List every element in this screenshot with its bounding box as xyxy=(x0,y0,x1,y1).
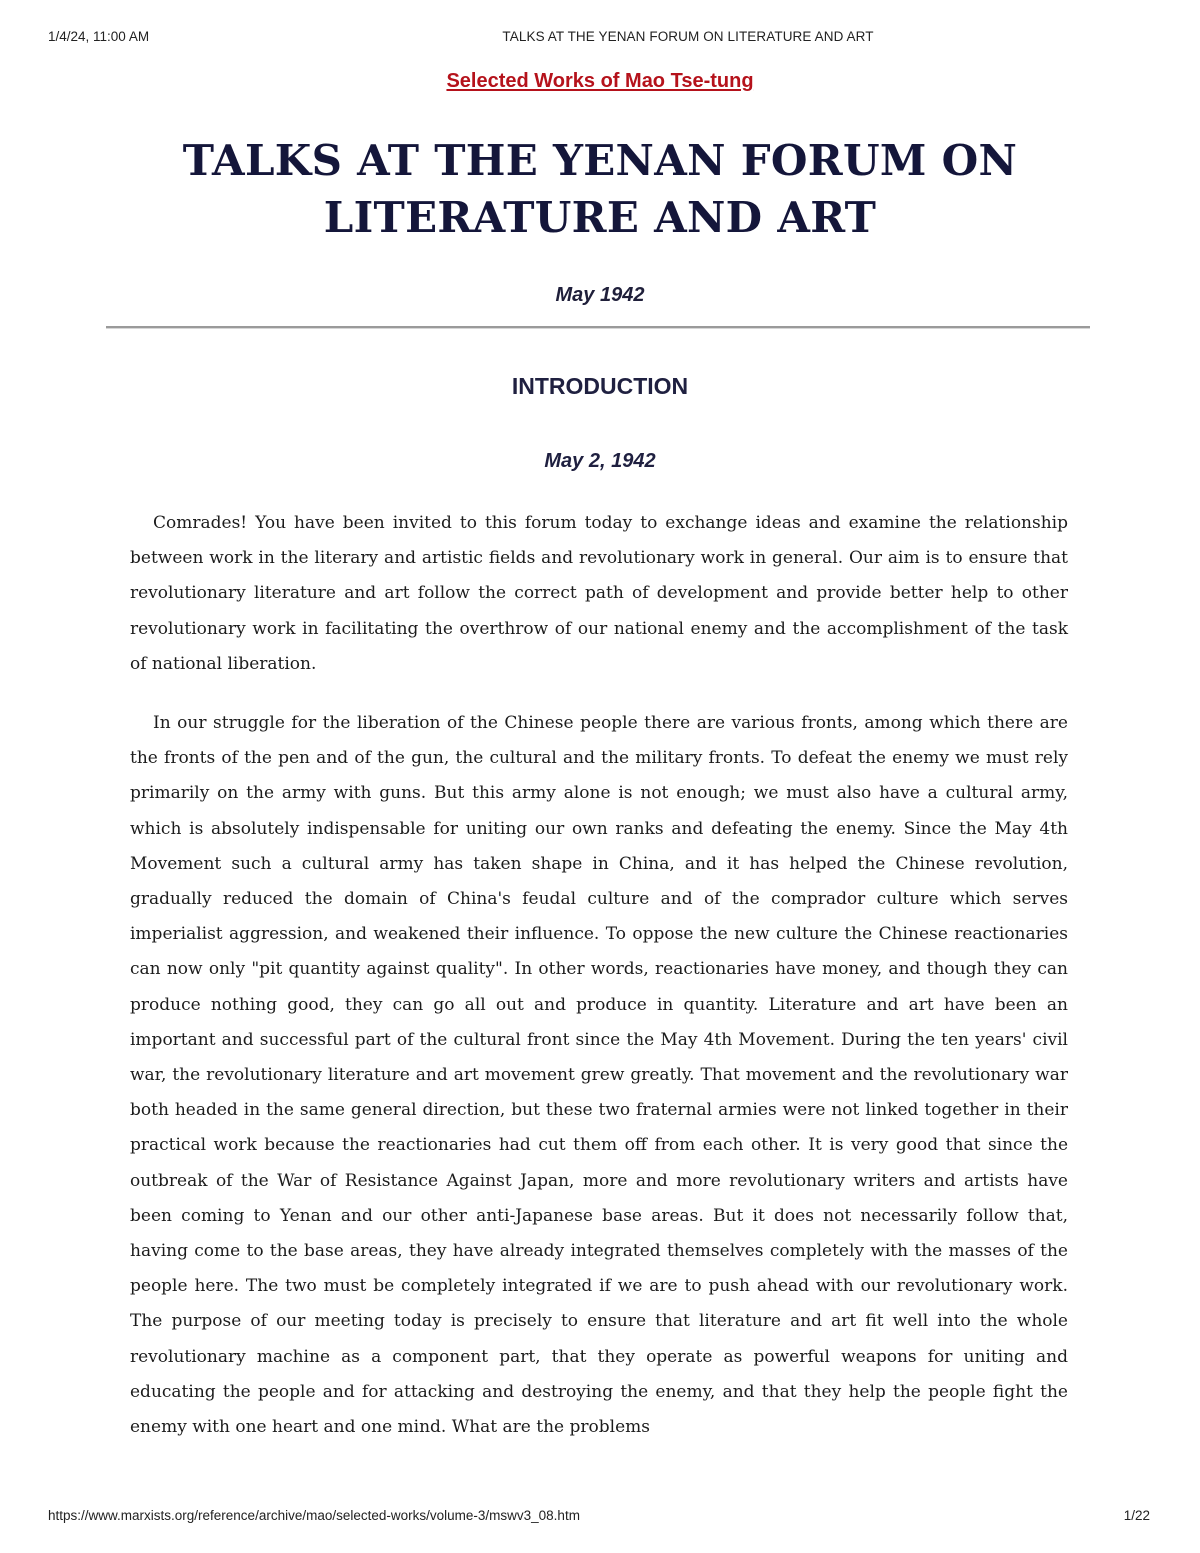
selected-works-link[interactable]: Selected Works of Mao Tse-tung xyxy=(446,70,754,92)
print-source-url: https://www.marxists.org/reference/archive/mao/selected-works/volume-3/mswv3_08.htm xyxy=(48,1508,580,1523)
document-date: May 1942 xyxy=(555,284,645,306)
paragraph-2: In our struggle for the liberation of the Chinese people there are various fronts, among which there are the fronts of the pen and of the gun, the cultural and the military fronts. To defeat the enemy we must rely primarily on the army with guns. But this army alone is not enough; we must also have a cultural army, which is absolutely indispensable for uniting our own ranks and defeating the enemy. Since the May 4th Movement such a cultural army has taken shape in China, and it has helped the Chinese revolution, gradually reduced the domain of China's feudal culture and of the comprador culture which serves imperialist aggression, and weakened their influence. To oppose the new culture the Chinese reactionaries can now only "pit quantity against quality". In other words, reactionaries have money, and though they can produce nothing good, they can go all out and produce in quantity. Literature and art have been an important and successful part of the cultural front since the May 4th Movement. During the ten years' civil war, the revolutionary literature and art movement grew greatly. That movement and the revolutionary war both headed in the same general direction, but these two fraternal armies were not linked together in their practical work because the reactionaries had cut them off from each other. It is very good that since the outbreak of the War of Resistance Against Japan, more and more revolutionary writers and artists have been coming to Yenan and our other anti-Japanese base areas. But it does not necessarily follow that, having come to the base areas, they have already integrated themselves completely with the masses of the people here. The two must be completely integrated if we are to push ahead with our revolutionary work. The purpose of our meeting today is precisely to ensure that literature and art fit well into the whole revolutionary machine as a component part, that they operate as powerful weapons for uniting and educating the people and for attacking and destroying the enemy, and that they help the people fight the enemy with one heart and one mind. What are the problems xyxy=(130,713,1068,1438)
series-link-container xyxy=(0,70,1200,93)
print-footer xyxy=(0,1508,1200,1530)
document-title: TALKS AT THE YENAN FORUM ON LITERATURE AND ART xyxy=(182,136,1018,242)
section-date: May 2, 1942 xyxy=(544,450,656,472)
print-page-number: 1/22 xyxy=(1123,1508,1150,1523)
section-heading: INTRODUCTION xyxy=(511,373,689,399)
print-page-title: TALKS AT THE YENAN FORUM ON LITERATURE AND ART xyxy=(502,29,874,44)
body-text xyxy=(130,506,1068,1469)
horizontal-rule xyxy=(106,326,1090,329)
print-datetime: 1/4/24, 11:00 AM xyxy=(48,29,150,44)
print-header xyxy=(0,27,1200,49)
paragraph-1: Comrades! You have been invited to this forum today to exchange ideas and examine the relationship between work in the literary and artistic fields and revolutionary work in general. Our aim is to ensure that revolutionary literature and art follow the correct path of development and provide better help to other revolutionary work in facilitating the overthrow of our national enemy and the accomplishment of the task of national liberation. xyxy=(130,513,1068,674)
